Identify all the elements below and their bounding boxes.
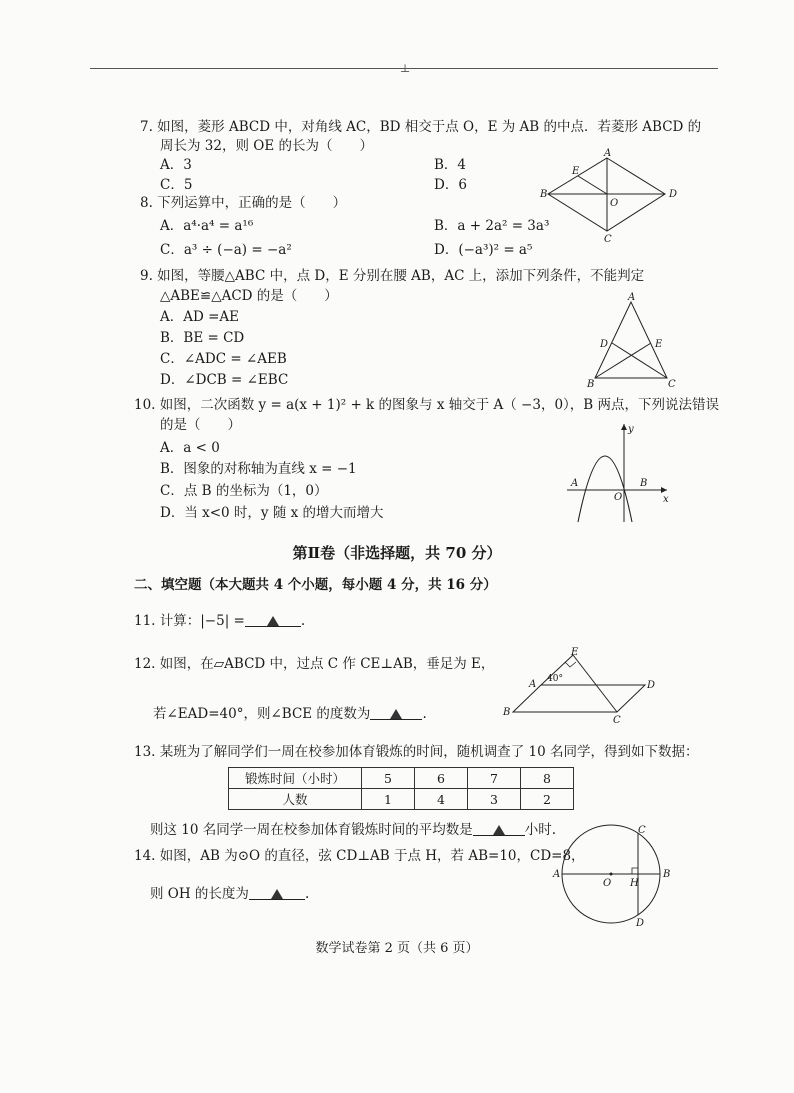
q13-tail-unit: 小时. [524,822,557,838]
q14-answer-blank [249,884,305,900]
table-row [229,789,574,810]
q7-option-d: D．6 [434,177,467,193]
q14-label-a: A [553,869,561,880]
q12-stem-line2: 若∠EAD=40°，则∠BCE 的度数为 [153,706,371,722]
q10-option-a: A．a < 0 [160,440,220,456]
q14-stem-line1: 14. 如图，AB 为⊙O 的直径，弦 CD⊥AB 于点 H，若 AB=10，CD=8， [134,848,585,864]
q12-label-e: E [571,647,579,658]
q14-period: . [304,886,310,902]
q14 [150,884,309,904]
q11-answer-blank [245,611,301,627]
q9-label-d: D [600,339,609,350]
q7-label-a: A [604,148,612,159]
q11-stem: 11. 计算：|−5| = [134,613,245,629]
q10-option-b: B．图象的对称轴为直线 x = −1 [160,461,357,477]
q9-stem-line2: △ABE≌△ACD 的是（ ） [160,288,338,304]
q8-option-d: D．(−a³)² = a⁵ [434,242,533,258]
q8-option-b: B．a + 2a² = 3a³ [434,218,550,234]
triangle-icon [390,709,402,719]
q10-parabola-figure [562,420,672,525]
q10-label-b: B [640,478,648,489]
q12-period: . [422,706,427,722]
table-cell: 1 [362,789,415,810]
q10-label-o: O [614,492,623,503]
q10-option-d: D．当 x<0 时，y 随 x 的增大而增大 [160,505,384,521]
table-cell: 7 [468,768,521,789]
q10-stem-line2: 的是（ ） [160,417,241,433]
q7-label-e: E [572,166,580,177]
header-mark: ⊥ [400,62,411,75]
q14-label-d: D [636,918,645,927]
q7-label-c: C [604,234,612,243]
q13-data-table [228,767,574,810]
q7-option-b: B．4 [434,157,467,173]
table-cell: 5 [362,768,415,789]
table-row [229,768,574,789]
q10-label-x: x [663,494,669,505]
q12-label-a: A [529,679,537,690]
q9-label-a: A [628,292,636,303]
q12-label-b: B [503,707,511,718]
q13-tail-text: 则这 10 名同学一周在校参加体育锻炼时间的平均数是 [150,822,473,838]
q13-row2-label: 人数 [229,789,362,810]
q12-label-c: C [613,715,621,725]
table-cell: 2 [521,789,574,810]
q9-label-e: E [655,339,663,350]
q14-label-c: C [638,825,646,836]
q9-option-d: D．∠DCB = ∠EBC [160,372,289,388]
q9-option-b: B．BE = CD [160,330,245,346]
q11-period: . [300,613,306,629]
q12-stem-line1: 12. 如图，在▱ABCD 中，过点 C 作 CE⊥AB，垂足为 E， [134,656,495,672]
q9-option-a: A．AD =AE [160,309,240,325]
q9-triangle-figure [585,290,680,390]
q13-stem: 13. 某班为了解同学们一周在校参加体育锻炼的时间，随机调查了 10 名同学，得到如下数据： [134,744,699,760]
triangle-icon [271,889,283,899]
table-cell: 6 [415,768,468,789]
q7-option-c: C．5 [160,177,193,193]
q12-label-d: D [647,680,656,691]
q14-label-o: O [603,878,612,889]
q8-option-a: A．a⁴·a⁴ = a¹⁶ [160,218,254,234]
q10-label-a: A [571,478,579,489]
q13-row1-label: 锻炼时间（小时） [229,768,362,789]
section2-title: 二、填空题（本大题共 4 个小题，每小题 4 分，共 16 分） [134,577,497,593]
q12-answer-blank [370,704,422,720]
q11 [134,611,305,631]
q12-label-angle: 40° [547,674,563,684]
q13-answer-blank [473,820,525,836]
table-cell: 4 [415,789,468,810]
q7-rhombus-figure [535,148,685,243]
q7-label-d: D [669,189,678,200]
q9-stem-line1: 9. 如图，等腰△ABC 中，点 D，E 分别在腰 AB，AC 上，添加下列条件，不能判定 [140,268,645,284]
page-footer: 数学试卷第 2 页（共 6 页） [315,941,479,956]
q7-label-o: O [610,198,619,209]
q9-label-b: B [587,379,595,390]
q14-circle-figure [550,822,675,927]
q7-label-b: B [540,189,548,200]
q8-stem: 8. 下列运算中，正确的是（ ） [140,195,347,211]
q12-parallelogram-figure [495,645,665,725]
q7-option-a: A．3 [160,157,192,173]
q7-stem-line2: 周长为 32，则 OE 的长为（ ） [160,138,373,154]
q9-label-c: C [668,379,676,390]
q10-option-c: C．点 B 的坐标为（1，0） [160,483,328,499]
q13-tail [150,820,556,840]
q14-label-b: B [663,869,671,880]
q8-option-c: C．a³ ÷ (−a) = −a² [160,242,292,258]
q10-stem-line1: 10. 如图，二次函数 y = a(x + 1)² + k 的图象与 x 轴交于 A（ −3，0），B 两点，下列说法错误 [134,397,720,413]
q14-label-h: H [630,878,639,889]
q7-stem-line1: 7. 如图，菱形 ABCD 中，对角线 AC，BD 相交于点 O，E 为 AB 的中点．若菱形 ABCD 的 [140,119,702,135]
q9-option-c: C．∠ADC = ∠AEB [160,351,287,367]
part2-title: 第Ⅱ卷（非选择题，共 70 分） [292,544,502,562]
q14-stem-line2: 则 OH 的长度为 [150,886,249,902]
q12 [153,704,427,724]
table-cell: 3 [468,789,521,810]
table-cell: 8 [521,768,574,789]
triangle-icon [493,825,505,835]
q10-label-y: y [628,424,634,435]
triangle-icon [267,616,279,626]
